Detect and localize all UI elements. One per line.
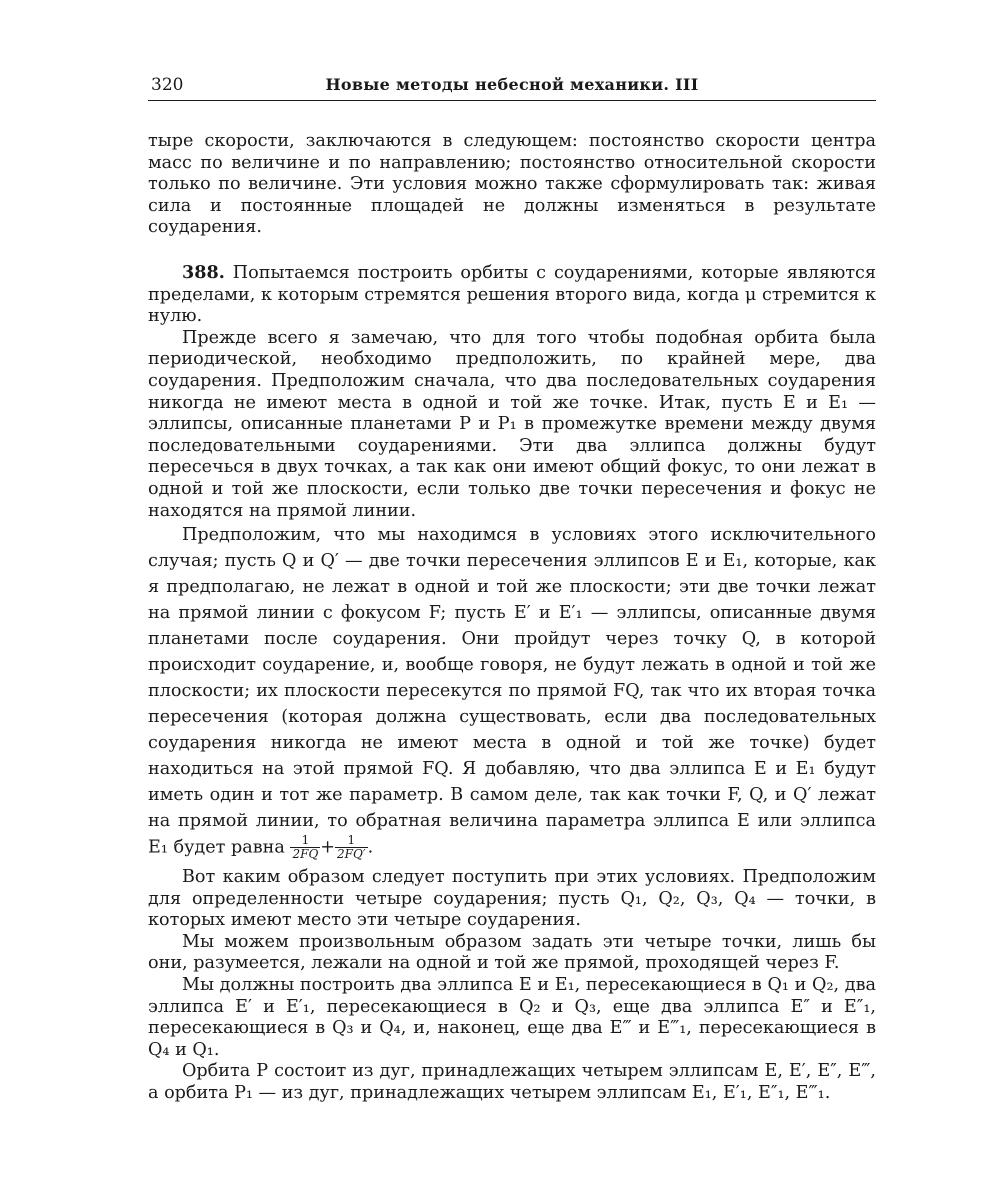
fraction-numerator: 1 [290,834,320,848]
body-text [148,131,876,1105]
paragraph-section-388 [148,262,876,328]
running-title: Новые методы небесной механики. III [325,75,699,94]
book-page [148,70,876,1105]
paragraph-with-formula [148,522,876,861]
paragraph-text: Попытаемся построить орбиты с соударениями, которые являются пределами, к которым стремятся решения второго вида, когда μ стремится к нулю. [148,262,877,327]
fraction-denominator: 2FQ′ [337,847,366,862]
fraction [290,834,320,861]
paragraph-continuation: тыре скорости, заключаются в следующем: постоянство скорости центра масс по величине и по направлению; постоянство относительной скорости только по величине. Эти условия можно также сформулировать так: живая сила и постоянные площадей не должны изменяться в результате соударения. [148,131,876,238]
plus-sign: + [320,837,336,858]
formula-period: . [367,837,374,858]
paragraph: Вот каким образом следует поступить при этих условиях. Предположим для определенности четыре соударения; пусть Q₁, Q₂, Q₃, Q₄ — точки, в которых имеют место эти четыре соударения. [148,867,876,931]
fraction-numerator: 1 [335,834,368,848]
page-number: 320 [151,75,184,95]
section-number: 388. [182,261,225,283]
paragraph: Орбита P состоит из дуг, принадлежащих четырем эллипсам E, E′, E″, E‴, а орбита P₁ — из дуг, принадлежащих четырем эллипсам E₁, E′₁, E″₁, E‴₁. [148,1061,876,1104]
fraction [335,834,368,861]
paragraph: Прежде всего я замечаю, что для того чтобы подобная орбита была периодической, необходимо предположить, по крайней мере, два соударения. Предположим сначала, что два последовательных соударения никогда не имеют места в одной и той же точке. Итак, пусть E и E₁ — эллипсы, описанные планетами P и P₁ в промежутке времени между двумя последовательными соударениями. Эти два эллипса должны будут пересечься в двух точках, а так как они имеют общий фокус, то они лежат в одной и той же плоскости, если только две точки пересечения и фокус не находятся на прямой линии. [148,327,876,521]
page-header [148,70,876,101]
fraction-denominator: 2FQ [292,847,319,862]
paragraph: Мы можем произвольным образом задать эти четыре точки, лишь бы они, разумеется, лежали на одной и той же прямой, проходящей через F. [148,931,876,974]
paragraph-text: Предположим, что мы находимся в условиях этого исключительного случая; пусть Q и Q′ — две точки пересечения эллипсов E и E₁, которые, как я предполагаю, не лежат в одной и той же плоскости; эти две точки лежат на прямой линии с фокусом F; пусть E′ и E′₁ — эллипсы, описанные двумя планетами после соударения. Они пройдут через точку Q, в которой происходит соударение, и, вообще говоря, не будут лежать в одной и той же плоскости; их плоскости пересекутся по прямой FQ, так что их вторая точка пересечения (которая должна существовать, если два последовательных соударения никогда не имеют места в одной и той же точке) будет находиться на этой прямой FQ. Я добавляю, что два эллипса E и E₁ будут иметь один и тот же параметр. В самом деле, так как точки F, Q, и Q′ лежат на прямой линии, то обратная величина параметра эллипса E или эллипса E₁ будет равна [148,525,876,858]
paragraph: Мы должны построить два эллипса E и E₁, пересекающиеся в Q₁ и Q₂, два эллипса E′ и E′₁, пересекающиеся в Q₂ и Q₃, еще два эллипса E″ и E″₁, пересекающиеся в Q₃ и Q₄, и, наконец, еще два E‴ и E‴₁, пересекающиеся в Q₄ и Q₁. [148,975,876,1060]
